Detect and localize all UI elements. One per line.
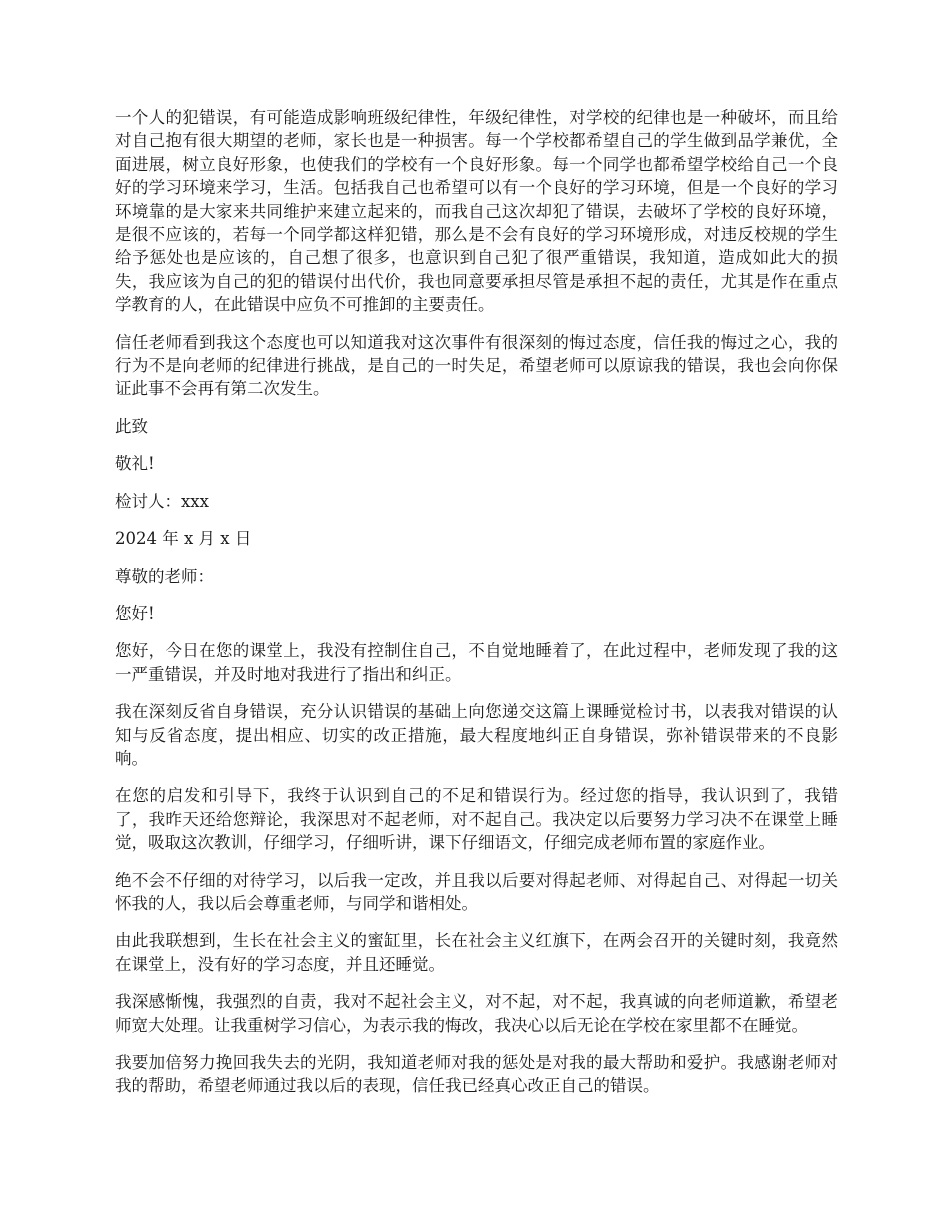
hello-line: 您好! (115, 603, 155, 623)
paragraph: 由此我联想到，生长在社会主义的蜜缸里，长在社会主义红旗下，在两会召开的关键时刻，我竟然在课堂上，没有好的学习态度，并且还睡觉。 (115, 931, 838, 974)
salute-line: 敬礼! (115, 454, 155, 474)
date-line: 2024 年 x 月 x 日 (115, 529, 252, 549)
closing-line: 此致 (115, 416, 148, 436)
paragraph: 绝不会不仔细的对待学习，以后我一定改，并且我以后要对得起老师、对得起自己、对得起一切关怀我的人，我以后会尊重老师，与同学和谐相处。 (115, 870, 838, 913)
paragraph: 信任老师看到我这个态度也可以知道我对这次事件有很深刻的悔过态度，信任我的悔过之心，我的行为不是向老师的纪律进行挑战，是自己的一时失足，希望老师可以原谅我的错误，我也会向你保证此事不会再有第二次发生。 (115, 332, 838, 399)
paragraph: 一个人的犯错误，有可能造成影响班级纪律性，年级纪律性，对学校的纪律也是一种破坏，而且给对自己抱有很大期望的老师，家长也是一种损害。每一个学校都希望自己的学生做到品学兼优，全面进展，树立良好形象，也使我们的学校有一个良好形象。每一个同学也都希望学校给自己一个良好的学习环境来学习，生活。包括我自己也希望可以有一个良好的学习环境，但是一个良好的学习环境靠的是大家来共同维护来建立起来的，而我自己这次却犯了错误，去破坏了学校的良好环境，是很不应该的，若每一个同学都这样犯错，那么是不会有良好的学习环境形成，对违反校规的学生给予惩处也是应该的，自己想了很多，也意识到自己犯了很严重错误，我知道，造成如此大的损失，我应该为自己的犯的错误付出代价，我也同意要承担尽管是承担不起的责任，尤其是作在重点学教育的人，在此错误中应负不可推卸的主要责任。 (115, 108, 838, 315)
signer-line: 检讨人：xxx (115, 491, 209, 511)
paragraph: 在您的启发和引导下，我终于认识到自己的不足和错误行为。经过您的指导，我认识到了，我错了，我昨天还给您辩论，我深思对不起老师，对不起自己。我决定以后要努力学习决不在课堂上睡觉，吸取这次教训，仔细学习，仔细听讲，课下仔细语文，仔细完成老师布置的家庭作业。 (115, 786, 838, 853)
greeting-line: 尊敬的老师： (115, 566, 214, 586)
paragraph: 我在深刻反省自身错误，充分认识错误的基础上向您递交这篇上课睡觉检讨书，以表我对错误的认知与反省态度，提出相应、切实的改正措施，最大程度地纠正自身错误，弥补错误带来的不良影响。 (115, 702, 838, 768)
paragraph: 您好，今日在您的课堂上，我没有控制住自己，不自觉地睡着了，在此过程中，老师发现了我的这一严重错误，并及时地对我进行了指出和纠正。 (115, 641, 838, 684)
paragraph: 我深感惭愧，我强烈的自责，我对不起社会主义，对不起，对不起，我真诚的向老师道歉，希望老师宽大处理。让我重树学习信心，为表示我的悔改，我决心以后无论在学校在家里都不在睡觉。 (115, 992, 838, 1035)
paragraph: 我要加倍努力挽回我失去的光阴，我知道老师对我的惩处是对我的最大帮助和爱护。我感谢老师对我的帮助，希望老师通过我以后的表现，信任我已经真心改正自己的错误。 (115, 1053, 838, 1096)
